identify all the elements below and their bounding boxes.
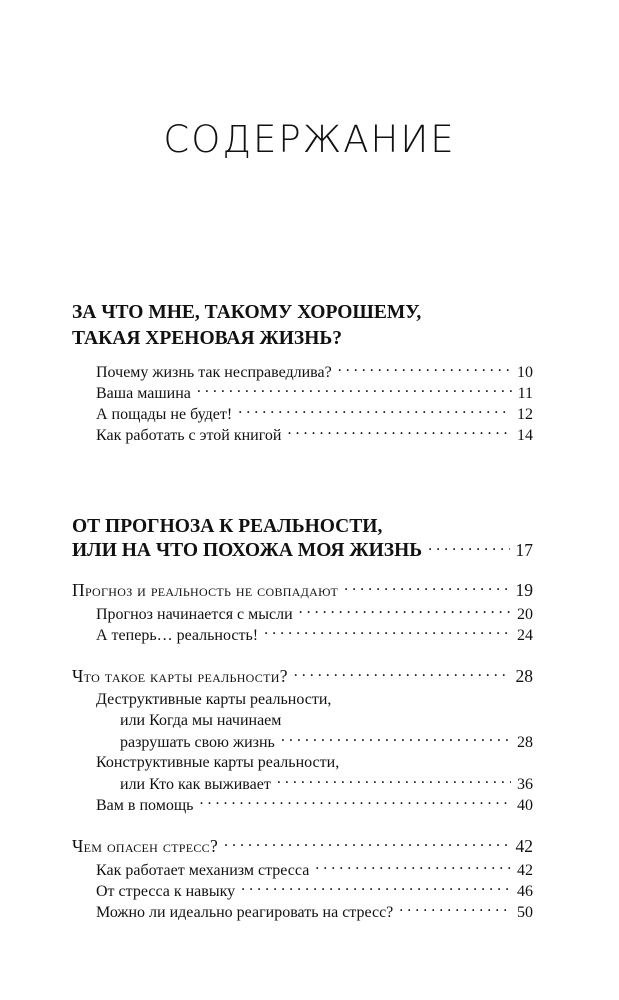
toc-entry-page: 42: [517, 862, 533, 879]
toc-entry-label: Деструктивные карты реальности,: [96, 691, 332, 708]
toc-entry[interactable]: [96, 361, 533, 383]
toc-entry[interactable]: [96, 880, 533, 902]
chapter-entry[interactable]: [72, 834, 533, 857]
leader-dots: [344, 578, 509, 596]
leader-dots: [224, 834, 509, 852]
toc-entry-label: От стресса к навыку: [96, 883, 236, 900]
leader-dots: [281, 731, 511, 747]
toc-entry-label: Почему жизнь так несправедлива?: [96, 364, 332, 381]
toc-entry-label: Как работает механизм стресса: [96, 862, 310, 879]
leader-dots: [315, 859, 511, 875]
toc-entry[interactable]: [120, 731, 533, 753]
toc-entry[interactable]: [96, 794, 533, 816]
part-2-title-entry[interactable]: [72, 538, 533, 561]
page-title: СОДЕРЖАНИЕ: [163, 118, 456, 161]
leader-dots: [197, 382, 512, 398]
toc-entry[interactable]: [96, 424, 533, 446]
chapter-page: 42: [515, 835, 533, 856]
leader-dots: [428, 538, 509, 556]
toc-entry-label: Конструктивные карты реальности,: [96, 754, 340, 771]
chapter-page: 28: [515, 665, 533, 686]
toc-entry[interactable]: [96, 859, 533, 881]
leader-dots: [299, 603, 511, 619]
leader-dots: [238, 403, 511, 419]
toc-entry-label: Можно ли идеально реагировать на стресс?: [96, 904, 394, 921]
toc-entry-label: Вам в помощь: [96, 797, 194, 814]
toc-entry[interactable]: [96, 382, 533, 404]
leader-dots: [277, 773, 511, 789]
toc-entry-page: 50: [517, 904, 533, 921]
toc-entry-label: Как работать с этой книгой: [96, 427, 282, 444]
toc-entry[interactable]: [96, 603, 533, 625]
toc-entry[interactable]: [96, 624, 533, 646]
toc-entry-label: или Когда мы начинаем: [120, 712, 282, 729]
toc-entry-page: 11: [517, 385, 533, 402]
toc-entry-label: Ваша машина: [96, 385, 191, 402]
chapter-label: Что такое карты реальности?: [72, 665, 288, 686]
leader-dots: [399, 901, 511, 917]
leader-dots: [338, 361, 511, 377]
toc-entry-label: А пощады не будет!: [96, 406, 233, 423]
toc-entry-label: Прогноз начинается с мысли: [96, 606, 293, 623]
chapter-label: Прогноз и реальность не совпадают: [72, 579, 339, 600]
part-1-title-line-1: ЗА ЧТО МНЕ, ТАКОМУ ХОРОШЕМУ,: [72, 302, 422, 323]
toc-entry-line: [120, 710, 533, 731]
chapter-entry[interactable]: [72, 578, 533, 601]
toc-entry-page: 10: [517, 364, 533, 381]
toc-entry[interactable]: [96, 403, 533, 425]
toc-entry-page: 12: [517, 406, 533, 423]
toc-entry-page: 24: [517, 627, 533, 644]
part-1-title-line-2: ТАКАЯ ХРЕНОВАЯ ЖИЗНЬ?: [72, 328, 343, 349]
toc-entry-line: [96, 689, 533, 710]
leader-dots: [241, 880, 511, 896]
leader-dots: [264, 624, 511, 640]
chapter-label: Чем опасен стресс?: [72, 835, 219, 856]
chapter-entry[interactable]: [72, 664, 533, 687]
toc-entry-page: 20: [517, 606, 533, 623]
leader-dots: [199, 794, 511, 810]
toc-entry[interactable]: [120, 773, 533, 795]
part-1-title: [72, 300, 421, 352]
part-2-title-line-2: ИЛИ НА ЧТО ПОХОЖА МОЯ ЖИЗНЬ: [72, 539, 423, 561]
toc-entry-label: разрушать свою жизнь: [120, 734, 275, 751]
toc-entry-page: 36: [517, 776, 533, 793]
toc-entry-page: 28: [517, 734, 533, 751]
part-2-title-line-1: ОТ ПРОГНОЗА К РЕАЛЬНОСТИ,: [72, 516, 383, 537]
chapter-page: 19: [515, 579, 533, 600]
toc-entry-label: А теперь… реальность!: [96, 627, 259, 644]
leader-dots: [294, 664, 510, 682]
toc-entry[interactable]: [96, 901, 533, 923]
toc-entry-page: 40: [517, 797, 533, 814]
toc-entry-page: 46: [517, 883, 533, 900]
toc-entry-line: [96, 752, 533, 773]
toc-entry-label: или Кто как выживает: [120, 776, 271, 793]
leader-dots: [287, 424, 511, 440]
part-2-page: 17: [515, 539, 533, 560]
toc-entry-page: 14: [517, 427, 533, 444]
